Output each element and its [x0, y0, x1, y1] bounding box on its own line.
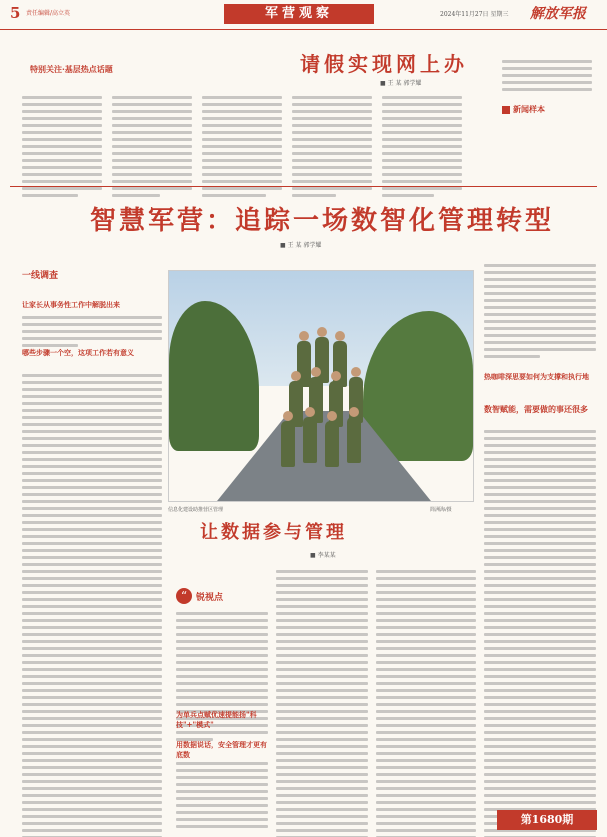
page-editor: 责任编辑/高立英 — [26, 10, 71, 17]
photo-caption: 信息化建设助推营区管理 — [168, 507, 224, 513]
top-col-6 — [502, 60, 592, 95]
data-article-title: 让数据参与管理 — [200, 522, 347, 543]
right-col-a — [484, 264, 596, 362]
data-sub-b: 用数据说话，安全管理才更有底数 — [176, 740, 267, 759]
right-section-head: 热咖啡深思要如何为支撑和执行地 — [484, 372, 589, 381]
left-sub: 哪些步骤一个空，这项工作若有意义 — [22, 348, 134, 357]
photo-soldier — [289, 381, 303, 427]
photo-soldier — [325, 421, 339, 467]
data-sub-a: 为单兵点赋优速提能扬"科技"+"模式" — [176, 710, 257, 729]
left-col-a — [22, 316, 162, 351]
left-section-head: 一线调查 — [22, 271, 59, 281]
quote-head: 锐视点 — [196, 593, 224, 603]
left-col-b — [22, 374, 162, 837]
quote-icon: “ — [176, 588, 192, 604]
feature-photo — [168, 270, 474, 502]
photo-credit: 简洲海/摄 — [430, 507, 452, 513]
data-col-3 — [376, 570, 476, 837]
issue-number: 第1680期 — [497, 810, 597, 830]
data-col-1b — [176, 762, 268, 832]
data-article-byline: ■ 李某某 — [310, 552, 336, 559]
right-col-b — [484, 430, 596, 837]
feature-byline: ■ 王 某 郭学耀 — [280, 242, 322, 249]
top-article-tag: 特别关注·基层热点话题 — [30, 64, 113, 74]
left-intro: 让家长从事务性工作中解脱出来 — [22, 300, 120, 309]
right-sub: 数智赋能，需要做的事还很多 — [484, 404, 588, 414]
photo-soldier — [281, 421, 295, 467]
photo-soldier — [303, 417, 317, 463]
data-col-2 — [276, 570, 368, 837]
masthead — [0, 0, 607, 30]
news-sample-tag: 新闻样本 — [502, 104, 545, 115]
feature-title: 智慧军营：追踪一场数智化管理转型 — [90, 206, 555, 236]
top-article-title: 请假实现网上办 — [300, 52, 468, 76]
section-banner: 军营观察 — [224, 4, 374, 24]
photo-soldier — [347, 417, 361, 463]
issue-date: 2024年11月27日 星期三 — [440, 11, 509, 18]
top-article-byline: ■ 王 某 郭学耀 — [380, 80, 422, 87]
square-icon — [502, 106, 510, 114]
page-number: 5 — [10, 4, 21, 22]
section-divider — [10, 186, 597, 187]
newspaper-logo: 解放军报 — [530, 6, 586, 22]
